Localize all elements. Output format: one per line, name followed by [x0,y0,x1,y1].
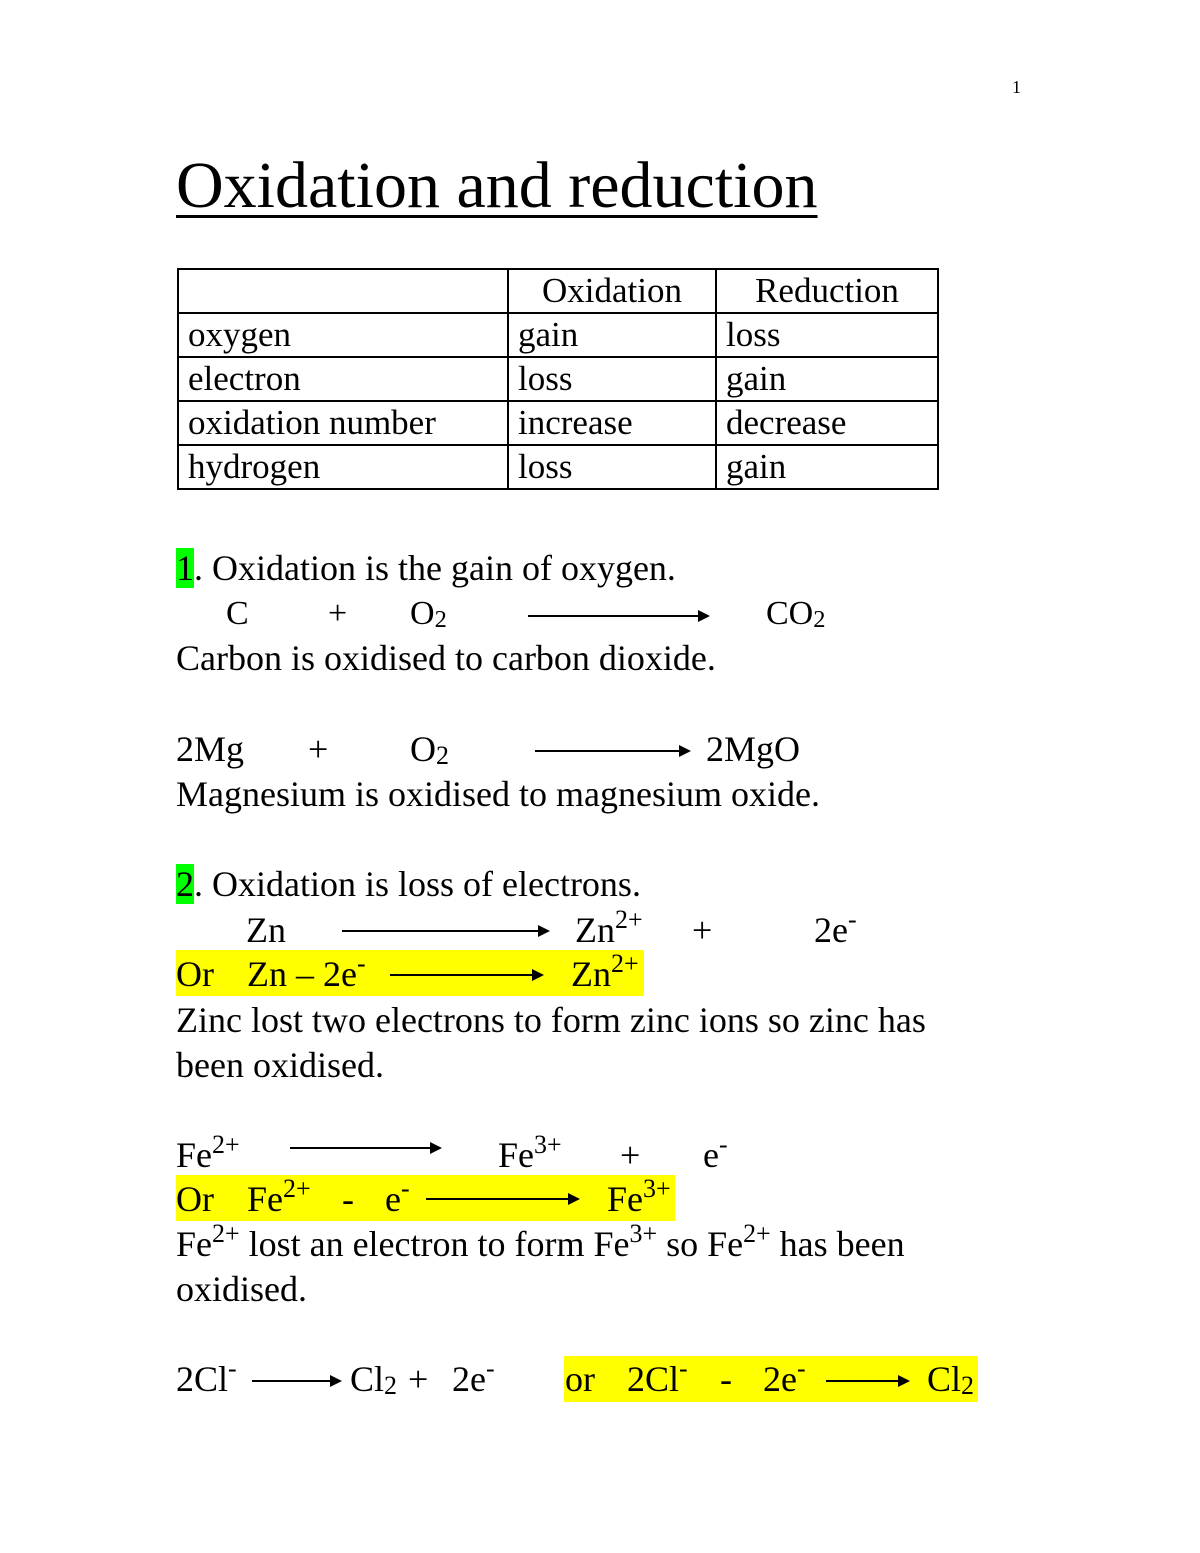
fe-eq-arrow-icon [290,1147,440,1149]
eq1-arrow-icon [528,615,708,617]
fe-eq-electron-charge: - [718,1129,728,1159]
fe-alt-left-charge: 2+ [283,1173,311,1203]
cl-alt-left [627,1353,688,1401]
eq1-product [766,592,825,636]
fe-eq-plus: + [620,1135,641,1175]
eq2-oxygen-symbol: O [410,729,436,769]
fe-eq-electron-symbol: e [703,1135,719,1175]
zn-alt-product-symbol: Zn [571,954,611,994]
zn-eq-product-symbol: Zn [575,910,615,950]
zn-alt-left [247,948,366,996]
table-cell: loss [716,313,938,357]
zn-caption-line-1: Zinc lost two electrons to form zinc ions so zinc has [176,1000,926,1040]
eq2-arrow-icon [535,750,689,752]
fe-caption-part: has been [770,1224,905,1264]
zn-eq-electrons [814,904,857,952]
table-cell: electron [178,357,508,401]
table-cell: oxygen [178,313,508,357]
cl-eq-product [350,1357,397,1401]
table-header-row [178,269,938,313]
section-2-heading-text: . Oxidation is loss of electrons. [194,864,641,904]
table-cell: decrease [716,401,938,445]
fe-caption-charge: 2+ [212,1218,240,1248]
section-2-number: 2 [176,864,194,904]
fe-alt-electron-charge: - [400,1173,410,1203]
cl-alt-product-subscript: 2 [961,1371,974,1401]
eq1-reactant-oxygen [410,592,447,636]
fe-alt-left-symbol: Fe [247,1179,283,1219]
fe-caption-line-1 [176,1218,905,1266]
fe-eq-reactant-symbol: Fe [176,1135,212,1175]
fe-alt-electron [385,1173,410,1221]
section-2-heading [176,862,641,906]
cl-alt-minus: - [720,1359,732,1399]
fe-eq-reactant [176,1129,240,1177]
cl-alt-arrow-icon [826,1380,908,1382]
fe-caption-part: Fe [176,1224,212,1264]
cl-eq-reactant-charge: - [228,1353,237,1383]
eq1-caption: Carbon is oxidised to carbon dioxide. [176,638,716,678]
cl-eq-reactant-symbol: 2Cl [176,1359,229,1399]
fe-eq-product [498,1129,562,1177]
eq1-product-subscript: 2 [813,605,826,633]
fe-alt-minus: - [342,1179,354,1219]
fe-caption-charge: 2+ [743,1218,771,1248]
table-cell: increase [508,401,716,445]
cl-alt-electrons-symbol: 2e [763,1359,797,1399]
eq2-caption: Magnesium is oxidised to magnesium oxide. [176,774,820,814]
cl-alt-or: or [565,1359,595,1399]
oxidation-reduction-table [177,268,939,490]
cl-eq-electrons-symbol: 2e [452,1359,486,1399]
fe-alt-product-charge: 3+ [643,1173,671,1203]
cl-eq-electrons-charge: - [485,1353,495,1383]
zn-alt-left-text: Zn – 2e [247,954,357,994]
eq1-reactant-carbon: C [226,595,249,632]
fe-alt-or: Or [176,1179,214,1219]
section-1-number: 1 [176,548,194,588]
fe-alt-left [247,1173,311,1221]
table-header-oxidation: Oxidation [508,269,716,313]
cl-alt-product-symbol: Cl [927,1359,962,1399]
zn-eq-arrow-icon [342,930,548,932]
cl-eq-plus: + [408,1359,429,1399]
fe-alt-product-symbol: Fe [607,1179,643,1219]
table-cell: gain [716,445,938,489]
fe-caption-line-2: oxidised. [176,1269,307,1309]
page-title: Oxidation and reduction [176,149,818,222]
table-cell: oxidation number [178,401,508,445]
table-cell: gain [716,357,938,401]
cl-eq-reactant [176,1353,237,1401]
fe-eq-reactant-charge: 2+ [212,1129,240,1159]
table-cell: loss [508,445,716,489]
zn-alt-product [571,948,639,996]
table-header-cell [178,269,508,313]
eq1-oxygen-symbol: O [410,595,435,632]
section-1-heading-text: . Oxidation is the gain of oxygen. [194,548,676,588]
fe-alt-electron-symbol: e [385,1179,401,1219]
table-row [178,445,938,489]
zn-alt-arrow-icon [390,974,542,976]
zn-alt-or: Or [176,954,214,994]
zn-eq-product [575,904,643,952]
fe-caption-charge: 3+ [629,1218,658,1248]
table-cell: hydrogen [178,445,508,489]
cl-eq-arrow-icon [252,1380,340,1382]
fe-eq-electron [703,1129,728,1177]
fe-alt-product [607,1173,671,1221]
section-1-heading [176,546,676,590]
eq2-reactant-oxygen [410,727,449,771]
fe-eq-product-charge: 3+ [534,1129,562,1159]
fe-caption-part: lost an electron to form Fe [239,1224,630,1264]
zn-caption-line-2: been oxidised. [176,1045,384,1085]
zn-alt-left-charge: - [356,948,366,978]
cl-alt-left-symbol: 2Cl [627,1359,680,1399]
cl-alt-product [927,1357,974,1401]
fe-eq-product-symbol: Fe [498,1135,534,1175]
eq1-oxygen-subscript: 2 [434,605,447,633]
zn-eq-product-charge: 2+ [615,904,643,934]
eq2-product: 2MgO [706,729,801,769]
eq2-plus: + [308,729,329,769]
zn-eq-electrons-symbol: 2e [814,910,848,950]
fe-caption-part: so Fe [657,1224,744,1264]
table-row [178,357,938,401]
eq2-oxygen-subscript: 2 [436,741,449,771]
eq2-reactant-magnesium: 2Mg [176,729,245,769]
zn-eq-plus: + [692,910,713,950]
table-header-reduction: Reduction [716,269,938,313]
cl-alt-electrons-charge: - [796,1353,806,1383]
zn-eq-reactant: Zn [246,910,286,950]
cl-eq-product-symbol: Cl [350,1359,385,1399]
cl-alt-electrons [763,1353,806,1401]
eq1-product-formula: CO [766,595,814,632]
fe-alt-arrow-icon [426,1198,578,1200]
zn-alt-product-charge: 2+ [611,948,639,978]
table-row [178,401,938,445]
cl-eq-electrons [452,1353,495,1401]
table-cell: gain [508,313,716,357]
page-number: 1 [1012,77,1021,97]
table-cell: loss [508,357,716,401]
table-row [178,313,938,357]
cl-alt-left-charge: - [679,1353,688,1383]
cl-eq-product-subscript: 2 [384,1371,397,1401]
zn-eq-electrons-charge: - [847,904,857,934]
eq1-plus: + [328,595,348,632]
